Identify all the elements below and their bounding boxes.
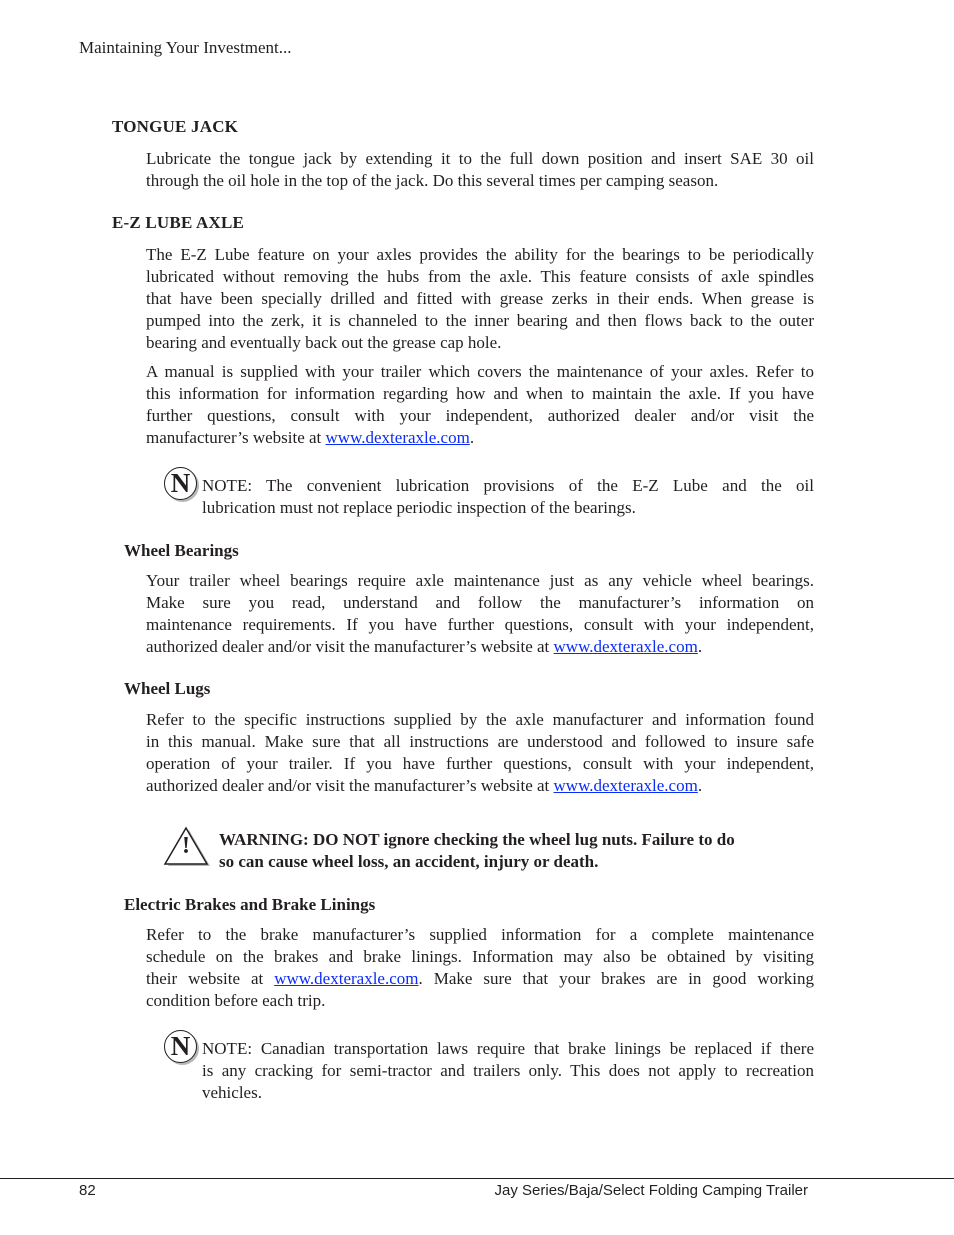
page-number: 82 <box>79 1182 96 1199</box>
text-fragment: . <box>469 428 475 447</box>
text-line: this information for information regarding how and when to maintain the axle. If you have <box>146 384 814 403</box>
dexteraxle-link[interactable]: www.dexteraxle.com <box>274 969 419 988</box>
text-line: Your trailer wheel bearings require axle maintenance just as any vehicle wheel bearings. <box>146 571 814 590</box>
note-icon: N <box>164 467 197 500</box>
text-line <box>146 968 814 990</box>
text-line: NOTE: The convenient lubrication provisions of the E-Z Lube and the oil <box>202 476 814 495</box>
ez-lube-paragraph-2 <box>146 361 814 449</box>
running-header: Maintaining Your Investment... <box>79 38 292 57</box>
wheel-lugs-paragraph <box>146 709 814 797</box>
section-heading-wheel-lugs: Wheel Lugs <box>124 679 211 698</box>
wheel-bearings-paragraph <box>146 570 814 658</box>
text-line: schedule on the brakes and brake linings. Information may also be obtained by visiting <box>146 947 814 966</box>
text-line: The E-Z Lube feature on your axles provides the ability for the bearings to be periodically <box>146 245 814 264</box>
text-line: A manual is supplied with your trailer which covers the maintenance of your axles. Refer to <box>146 362 814 381</box>
text-line: so can cause wheel loss, an accident, injury or death. <box>219 852 599 871</box>
text-line: through the oil hole in the top of the jack. Do this several times per camping season. <box>146 171 719 190</box>
text-line: operation of your trailer. If you have further questions, consult with your independent, <box>146 754 814 773</box>
text-line: Refer to the specific instructions supplied by the axle manufacturer and information found <box>146 710 814 729</box>
tongue-jack-paragraph <box>146 148 814 192</box>
brakes-note <box>202 1038 814 1104</box>
ez-lube-note <box>202 475 814 519</box>
text-fragment: manufacturer’s website at <box>146 428 326 447</box>
text-line: Make sure you read, understand and follow the manufacturer’s information on <box>146 593 814 612</box>
note-icon: N <box>164 1030 197 1063</box>
text-fragment: authorized dealer and/or visit the manufacturer’s website at <box>146 776 554 795</box>
text-fragment: their website at <box>146 969 275 988</box>
dexteraxle-link[interactable]: www.dexteraxle.com <box>553 776 698 795</box>
text-line: WARNING: DO NOT ignore checking the wheel lug nuts. Failure to do <box>219 830 735 849</box>
dexteraxle-link[interactable]: www.dexteraxle.com <box>325 428 470 447</box>
text-line: lubrication must not replace periodic inspection of the bearings. <box>202 498 636 517</box>
text-fragment: . <box>697 637 703 656</box>
text-line: pumped into the zerk, it is channeled to the inner bearing and then flows back to the outer <box>146 311 814 330</box>
section-heading-wheel-bearings: Wheel Bearings <box>124 541 239 560</box>
brakes-paragraph <box>146 924 814 1012</box>
footer-book-title: Jay Series/Baja/Select Folding Camping Trailer <box>494 1182 808 1199</box>
text-line <box>146 636 814 658</box>
text-line: lubricated without removing the hubs from the axle. This feature consists of axle spindles <box>146 267 814 286</box>
text-fragment: authorized dealer and/or visit the manufacturer’s website at <box>146 637 554 656</box>
warning-exclamation: ! <box>182 833 190 859</box>
text-line: vehicles. <box>202 1083 262 1102</box>
text-line: condition before each trip. <box>146 991 326 1010</box>
text-line: in this manual. Make sure that all instructions are understood and followed to insure safe <box>146 732 814 751</box>
text-fragment: . <box>697 776 703 795</box>
footer-divider <box>0 1178 954 1179</box>
section-heading-tongue-jack: TONGUE JACK <box>112 117 239 136</box>
dexteraxle-link[interactable]: www.dexteraxle.com <box>553 637 698 656</box>
text-line: NOTE: Canadian transportation laws require that brake linings be replaced if there <box>202 1039 814 1058</box>
text-fragment: . Make sure that your brakes are in good working <box>418 969 814 988</box>
section-heading-electric-brakes: Electric Brakes and Brake Linings <box>124 895 376 914</box>
text-line: that have been specially drilled and fitted with grease zerks in their ends. When grease is <box>146 289 814 308</box>
text-line: Lubricate the tongue jack by extending it to the full down position and insert SAE 30 oil <box>146 149 814 168</box>
text-line: further questions, consult with your independent, authorized dealer and/or visit the <box>146 406 814 425</box>
wheel-lugs-warning <box>219 829 735 873</box>
text-line: Refer to the brake manufacturer’s supplied information for a complete maintenance <box>146 925 814 944</box>
text-line: maintenance requirements. If you have further questions, consult with your independent, <box>146 615 814 634</box>
section-heading-ez-lube-axle: E-Z LUBE AXLE <box>112 213 245 232</box>
text-line: is any cracking for semi-tractor and trailers only. This does not apply to recreation <box>202 1061 814 1080</box>
text-line: bearing and eventually back out the grease cap hole. <box>146 333 502 352</box>
text-line <box>146 427 814 449</box>
warning-triangle-icon <box>163 826 211 868</box>
text-line <box>146 775 814 797</box>
ez-lube-paragraph-1 <box>146 244 814 354</box>
